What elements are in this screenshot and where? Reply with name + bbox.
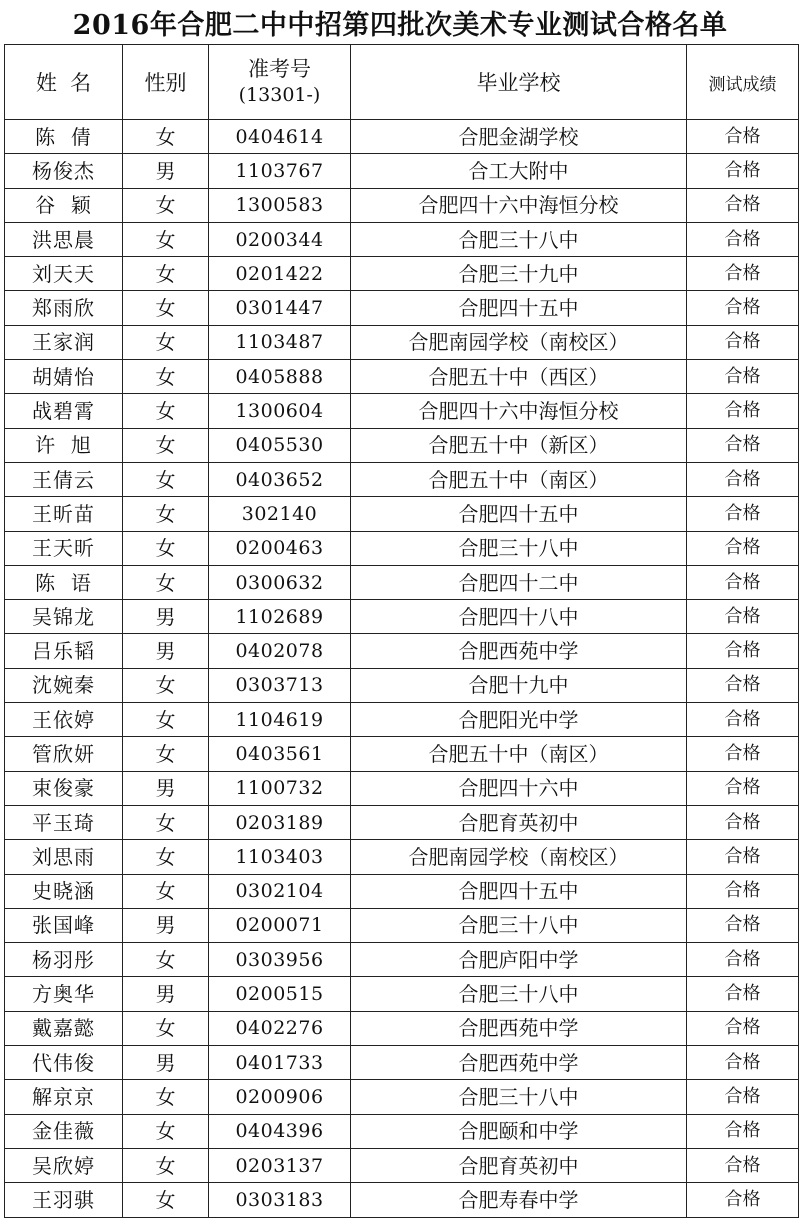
result-cell: 合格 bbox=[687, 497, 799, 531]
result-cell: 合格 bbox=[687, 360, 799, 394]
gender-cell: 女 bbox=[123, 462, 209, 496]
result-cell: 合格 bbox=[687, 703, 799, 737]
exam-number-cell: 0200071 bbox=[209, 908, 351, 942]
student-name-cell: 史晓涵 bbox=[5, 874, 123, 908]
gender-cell: 女 bbox=[123, 394, 209, 428]
table-row bbox=[5, 1080, 799, 1114]
exam-number-cell: 1103487 bbox=[209, 325, 351, 359]
table-row bbox=[5, 257, 799, 291]
school-cell: 合肥十九中 bbox=[351, 668, 687, 702]
result-cell: 合格 bbox=[687, 634, 799, 668]
table-row bbox=[5, 1183, 799, 1217]
student-name-cell: 张国峰 bbox=[5, 908, 123, 942]
header-exam-number-label: 准考号 bbox=[248, 57, 311, 81]
gender-cell: 男 bbox=[123, 154, 209, 188]
table-row bbox=[5, 977, 799, 1011]
student-name-cell: 谷 颖 bbox=[5, 188, 123, 222]
result-cell: 合格 bbox=[687, 668, 799, 702]
gender-cell: 女 bbox=[123, 805, 209, 839]
school-cell: 合肥四十八中 bbox=[351, 600, 687, 634]
student-name-cell: 刘思雨 bbox=[5, 840, 123, 874]
student-name-cell: 吴锦龙 bbox=[5, 600, 123, 634]
gender-cell: 女 bbox=[123, 291, 209, 325]
result-cell: 合格 bbox=[687, 737, 799, 771]
student-name-cell: 陈 语 bbox=[5, 565, 123, 599]
result-cell: 合格 bbox=[687, 908, 799, 942]
gender-cell: 女 bbox=[123, 1183, 209, 1217]
school-cell: 合肥庐阳中学 bbox=[351, 943, 687, 977]
result-cell: 合格 bbox=[687, 840, 799, 874]
school-cell: 合肥四十二中 bbox=[351, 565, 687, 599]
school-cell: 合肥四十六中海恒分校 bbox=[351, 394, 687, 428]
table-row bbox=[5, 737, 799, 771]
exam-number-cell: 0405888 bbox=[209, 360, 351, 394]
gender-cell: 男 bbox=[123, 771, 209, 805]
exam-number-cell: 1300583 bbox=[209, 188, 351, 222]
student-name-cell: 方奥华 bbox=[5, 977, 123, 1011]
table-row bbox=[5, 188, 799, 222]
exam-number-cell: 1100732 bbox=[209, 771, 351, 805]
result-cell: 合格 bbox=[687, 188, 799, 222]
student-name-cell: 吴欣婷 bbox=[5, 1148, 123, 1182]
exam-number-cell: 0401733 bbox=[209, 1046, 351, 1080]
exam-number-cell: 0404614 bbox=[209, 120, 351, 154]
gender-cell: 女 bbox=[123, 565, 209, 599]
student-name-cell: 王羽骐 bbox=[5, 1183, 123, 1217]
header-name: 姓 名 bbox=[5, 45, 123, 120]
exam-number-cell: 0403561 bbox=[209, 737, 351, 771]
table-row bbox=[5, 222, 799, 256]
exam-number-cell: 0201422 bbox=[209, 257, 351, 291]
gender-cell: 女 bbox=[123, 1011, 209, 1045]
school-cell: 合肥四十五中 bbox=[351, 497, 687, 531]
gender-cell: 女 bbox=[123, 737, 209, 771]
result-cell: 合格 bbox=[687, 1148, 799, 1182]
result-cell: 合格 bbox=[687, 771, 799, 805]
school-cell: 合肥五十中（西区） bbox=[351, 360, 687, 394]
exam-number-cell: 1103403 bbox=[209, 840, 351, 874]
exam-number-cell: 0200906 bbox=[209, 1080, 351, 1114]
exam-number-cell: 0404396 bbox=[209, 1114, 351, 1148]
header-exam-number bbox=[209, 45, 351, 120]
result-cell: 合格 bbox=[687, 600, 799, 634]
table-row bbox=[5, 1046, 799, 1080]
exam-number-cell: 0402078 bbox=[209, 634, 351, 668]
exam-number-cell: 0402276 bbox=[209, 1011, 351, 1045]
table-row bbox=[5, 154, 799, 188]
exam-number-cell: 1102689 bbox=[209, 600, 351, 634]
table-row bbox=[5, 462, 799, 496]
result-cell: 合格 bbox=[687, 394, 799, 428]
school-cell: 合肥育英初中 bbox=[351, 1148, 687, 1182]
school-cell: 合肥西苑中学 bbox=[351, 634, 687, 668]
table-row bbox=[5, 1011, 799, 1045]
gender-cell: 男 bbox=[123, 600, 209, 634]
exam-number-cell: 0303183 bbox=[209, 1183, 351, 1217]
student-name-cell: 王依婷 bbox=[5, 703, 123, 737]
school-cell: 合工大附中 bbox=[351, 154, 687, 188]
student-name-cell: 王昕苗 bbox=[5, 497, 123, 531]
results-table bbox=[4, 44, 799, 1218]
exam-number-cell: 0200344 bbox=[209, 222, 351, 256]
student-name-cell: 管欣妍 bbox=[5, 737, 123, 771]
student-name-cell: 沈婉秦 bbox=[5, 668, 123, 702]
gender-cell: 女 bbox=[123, 188, 209, 222]
table-row bbox=[5, 394, 799, 428]
header-school: 毕业学校 bbox=[351, 45, 687, 120]
student-name-cell: 战碧霄 bbox=[5, 394, 123, 428]
school-cell: 合肥金湖学校 bbox=[351, 120, 687, 154]
student-name-cell: 王家润 bbox=[5, 325, 123, 359]
table-row bbox=[5, 531, 799, 565]
school-cell: 合肥五十中（南区） bbox=[351, 462, 687, 496]
student-name-cell: 金佳薇 bbox=[5, 1114, 123, 1148]
school-cell: 合肥四十六中 bbox=[351, 771, 687, 805]
exam-number-cell: 0303713 bbox=[209, 668, 351, 702]
school-cell: 合肥育英初中 bbox=[351, 805, 687, 839]
student-name-cell: 许 旭 bbox=[5, 428, 123, 462]
gender-cell: 男 bbox=[123, 908, 209, 942]
table-body bbox=[5, 120, 799, 1218]
result-cell: 合格 bbox=[687, 257, 799, 291]
result-cell: 合格 bbox=[687, 291, 799, 325]
gender-cell: 女 bbox=[123, 120, 209, 154]
school-cell: 合肥五十中（南区） bbox=[351, 737, 687, 771]
gender-cell: 女 bbox=[123, 703, 209, 737]
gender-cell: 女 bbox=[123, 874, 209, 908]
school-cell: 合肥四十五中 bbox=[351, 874, 687, 908]
exam-number-cell: 0303956 bbox=[209, 943, 351, 977]
header-score: 测试成绩 bbox=[687, 45, 799, 120]
gender-cell: 女 bbox=[123, 943, 209, 977]
student-name-cell: 杨羽彤 bbox=[5, 943, 123, 977]
table-row bbox=[5, 840, 799, 874]
gender-cell: 男 bbox=[123, 634, 209, 668]
school-cell: 合肥三十八中 bbox=[351, 977, 687, 1011]
gender-cell: 女 bbox=[123, 840, 209, 874]
school-cell: 合肥三十九中 bbox=[351, 257, 687, 291]
exam-number-cell: 0300632 bbox=[209, 565, 351, 599]
header-row bbox=[5, 45, 799, 120]
student-name-cell: 代伟俊 bbox=[5, 1046, 123, 1080]
table-row bbox=[5, 943, 799, 977]
page-title: 2016年合肥二中中招第四批次美术专业测试合格名单 bbox=[72, 9, 728, 41]
gender-cell: 女 bbox=[123, 531, 209, 565]
table-row bbox=[5, 291, 799, 325]
student-name-cell: 王倩云 bbox=[5, 462, 123, 496]
school-cell: 合肥三十八中 bbox=[351, 222, 687, 256]
exam-number-cell: 0200463 bbox=[209, 531, 351, 565]
student-name-cell: 戴嘉懿 bbox=[5, 1011, 123, 1045]
table-row bbox=[5, 634, 799, 668]
result-cell: 合格 bbox=[687, 805, 799, 839]
exam-number-cell: 1104619 bbox=[209, 703, 351, 737]
gender-cell: 女 bbox=[123, 222, 209, 256]
table-row bbox=[5, 497, 799, 531]
result-cell: 合格 bbox=[687, 120, 799, 154]
school-cell: 合肥西苑中学 bbox=[351, 1011, 687, 1045]
result-cell: 合格 bbox=[687, 1011, 799, 1045]
exam-number-cell: 0301447 bbox=[209, 291, 351, 325]
result-cell: 合格 bbox=[687, 462, 799, 496]
gender-cell: 女 bbox=[123, 360, 209, 394]
school-cell: 合肥三十八中 bbox=[351, 908, 687, 942]
result-cell: 合格 bbox=[687, 565, 799, 599]
table-row bbox=[5, 360, 799, 394]
result-cell: 合格 bbox=[687, 1080, 799, 1114]
school-cell: 合肥南园学校（南校区） bbox=[351, 840, 687, 874]
result-cell: 合格 bbox=[687, 154, 799, 188]
result-cell: 合格 bbox=[687, 977, 799, 1011]
header-gender: 性别 bbox=[123, 45, 209, 120]
table-row bbox=[5, 120, 799, 154]
gender-cell: 女 bbox=[123, 668, 209, 702]
result-cell: 合格 bbox=[687, 943, 799, 977]
school-cell: 合肥阳光中学 bbox=[351, 703, 687, 737]
table-row bbox=[5, 1148, 799, 1182]
result-cell: 合格 bbox=[687, 222, 799, 256]
exam-number-cell: 0403652 bbox=[209, 462, 351, 496]
exam-number-cell: 0302104 bbox=[209, 874, 351, 908]
student-name-cell: 胡婧怡 bbox=[5, 360, 123, 394]
student-name-cell: 杨俊杰 bbox=[5, 154, 123, 188]
result-cell: 合格 bbox=[687, 1183, 799, 1217]
table-row bbox=[5, 428, 799, 462]
result-cell: 合格 bbox=[687, 874, 799, 908]
header-exam-number-prefix: (13301-) bbox=[238, 84, 321, 106]
exam-number-cell: 1103767 bbox=[209, 154, 351, 188]
school-cell: 合肥五十中（新区） bbox=[351, 428, 687, 462]
gender-cell: 女 bbox=[123, 428, 209, 462]
school-cell: 合肥西苑中学 bbox=[351, 1046, 687, 1080]
table-row bbox=[5, 325, 799, 359]
table-row bbox=[5, 908, 799, 942]
result-cell: 合格 bbox=[687, 531, 799, 565]
result-cell: 合格 bbox=[687, 1114, 799, 1148]
school-cell: 合肥四十五中 bbox=[351, 291, 687, 325]
student-name-cell: 郑雨欣 bbox=[5, 291, 123, 325]
student-name-cell: 刘天天 bbox=[5, 257, 123, 291]
school-cell: 合肥寿春中学 bbox=[351, 1183, 687, 1217]
exam-number-cell: 0405530 bbox=[209, 428, 351, 462]
result-cell: 合格 bbox=[687, 1046, 799, 1080]
student-name-cell: 束俊豪 bbox=[5, 771, 123, 805]
gender-cell: 女 bbox=[123, 325, 209, 359]
result-cell: 合格 bbox=[687, 428, 799, 462]
school-cell: 合肥南园学校（南校区） bbox=[351, 325, 687, 359]
exam-number-cell: 0203189 bbox=[209, 805, 351, 839]
school-cell: 合肥三十八中 bbox=[351, 1080, 687, 1114]
table-row bbox=[5, 600, 799, 634]
school-cell: 合肥四十六中海恒分校 bbox=[351, 188, 687, 222]
gender-cell: 男 bbox=[123, 977, 209, 1011]
gender-cell: 女 bbox=[123, 257, 209, 291]
exam-number-cell: 1300604 bbox=[209, 394, 351, 428]
gender-cell: 女 bbox=[123, 1080, 209, 1114]
student-name-cell: 洪思晨 bbox=[5, 222, 123, 256]
table-row bbox=[5, 874, 799, 908]
table-row bbox=[5, 703, 799, 737]
table-row bbox=[5, 668, 799, 702]
student-name-cell: 王天昕 bbox=[5, 531, 123, 565]
school-cell: 合肥颐和中学 bbox=[351, 1114, 687, 1148]
student-name-cell: 吕乐韬 bbox=[5, 634, 123, 668]
table-row bbox=[5, 805, 799, 839]
exam-number-cell: 0200515 bbox=[209, 977, 351, 1011]
student-name-cell: 解京京 bbox=[5, 1080, 123, 1114]
table-row bbox=[5, 565, 799, 599]
result-cell: 合格 bbox=[687, 325, 799, 359]
table-header bbox=[5, 45, 799, 120]
gender-cell: 女 bbox=[123, 1148, 209, 1182]
student-name-cell: 陈 倩 bbox=[5, 120, 123, 154]
student-name-cell: 平玉琦 bbox=[5, 805, 123, 839]
exam-number-cell: 0203137 bbox=[209, 1148, 351, 1182]
gender-cell: 女 bbox=[123, 1114, 209, 1148]
exam-number-cell: 302140 bbox=[209, 497, 351, 531]
gender-cell: 男 bbox=[123, 1046, 209, 1080]
gender-cell: 女 bbox=[123, 497, 209, 531]
school-cell: 合肥三十八中 bbox=[351, 531, 687, 565]
table-row bbox=[5, 1114, 799, 1148]
table-row bbox=[5, 771, 799, 805]
